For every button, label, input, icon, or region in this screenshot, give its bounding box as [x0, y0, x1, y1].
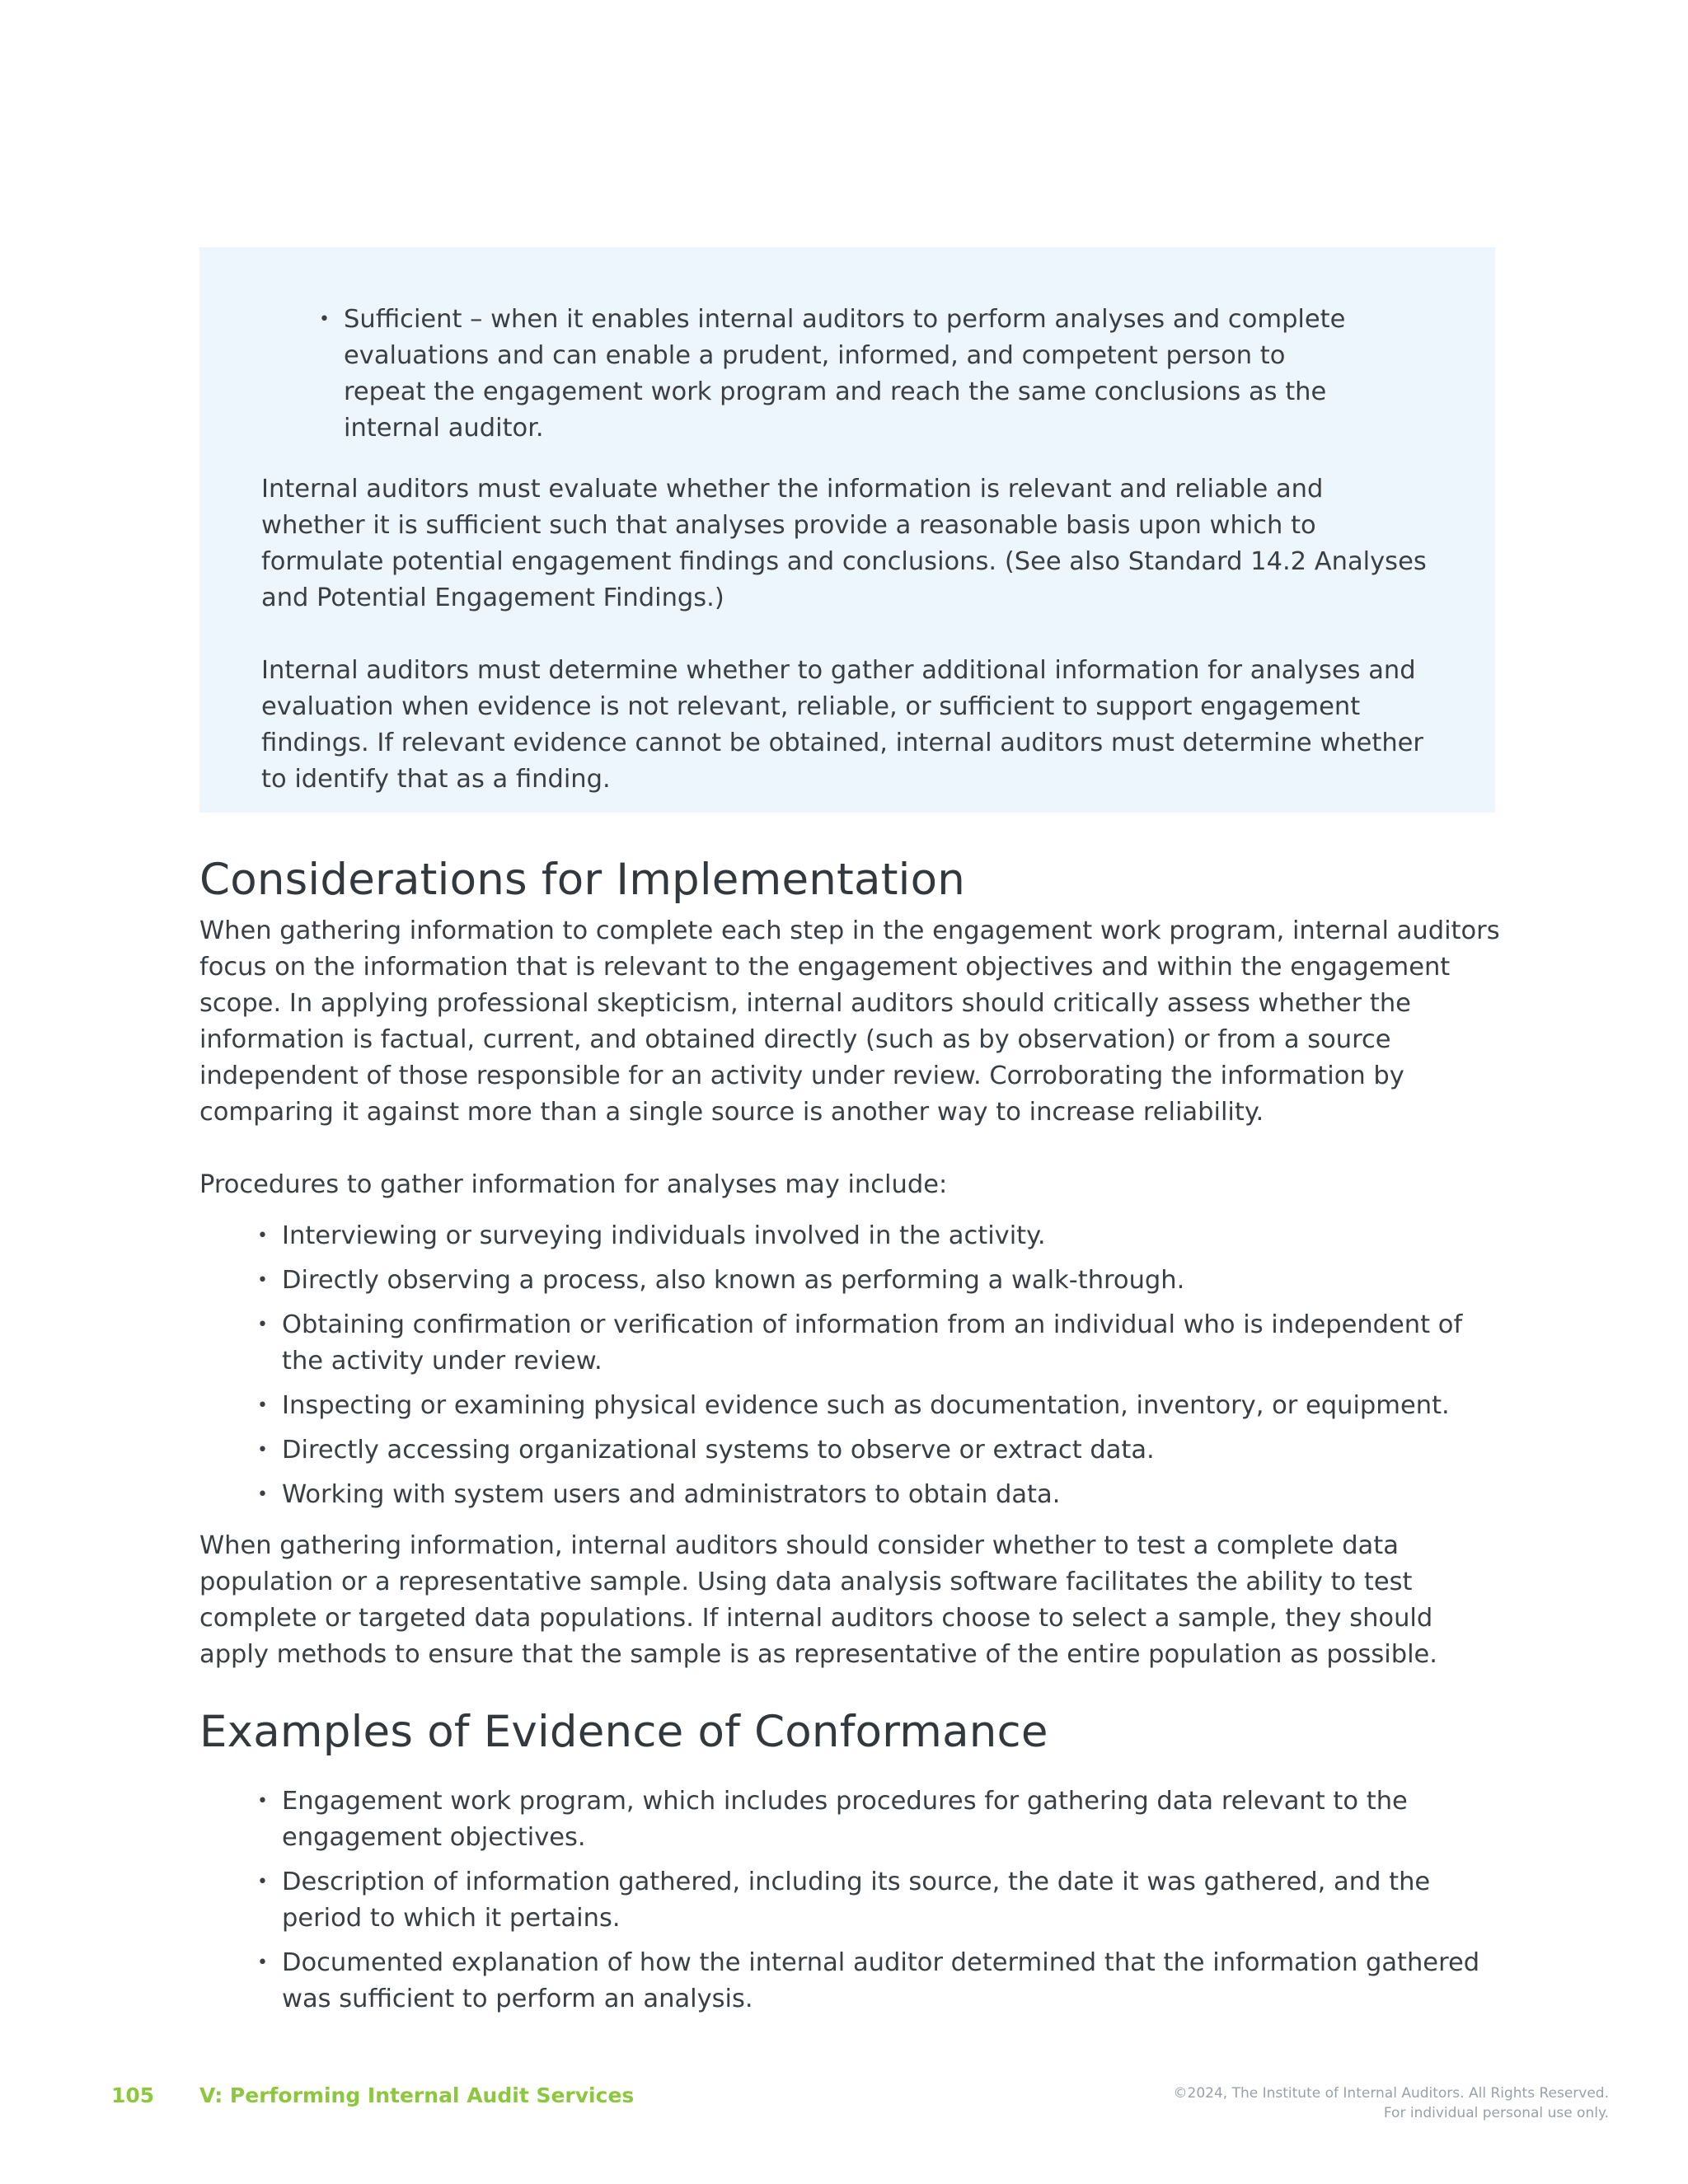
page-footer: [0, 2083, 1688, 2133]
list-item: [257, 1307, 1502, 1380]
bullet-icon: •: [257, 1315, 268, 1335]
example-text: Documented explanation of how the internal auditor determined that the information gathered was sufficient to perform an analysis.: [282, 1948, 1480, 2013]
examples-heading: Examples of Evidence of Conformance: [199, 1707, 1048, 1757]
procedure-text: Directly observing a process, also known as performing a walk-through.: [282, 1266, 1185, 1295]
considerations-heading: Considerations for Implementation: [199, 855, 966, 905]
page-number: 105: [111, 2083, 155, 2107]
list-item: [257, 1945, 1502, 2018]
usage-line: For individual personal use only.: [1383, 2105, 1609, 2121]
bullet-icon: •: [319, 309, 330, 330]
list-item: [257, 1864, 1502, 1937]
considerations-intro: When gathering information to complete each step in the engagement work program, internal auditors focus on the information that is relevant to the engagement objectives and within the engagement scope. In applying professional skepticism, internal auditors should critically assess whether the information is factual, current, and obtained directly (such as by observation) or from a source independent of those responsible for an activity under review. Corroborating the information by comparing it against more than a single source is another way to increase reliability.: [199, 916, 1500, 1127]
procedure-text: Directly accessing organizational systems to observe or extract data.: [282, 1436, 1155, 1465]
copyright-line: ©2024, The Institute of Internal Auditors. All Rights Reserved.: [1173, 2085, 1609, 2102]
list-item: [319, 302, 1349, 447]
list-item: [257, 1263, 1502, 1299]
bullet-icon: •: [257, 1395, 268, 1416]
list-item: [257, 1432, 1502, 1469]
callout-paragraph: Internal auditors must determine whether to gather additional information for analyses and evaluation when evidence is not relevant, reliable, or sufficient to support engagement findings. If relevant evidence cannot be obtained, internal auditors must determine whether to identify that as a finding.: [261, 656, 1423, 794]
bullet-icon: •: [257, 1226, 268, 1246]
callout-content: [261, 302, 1432, 798]
example-text: Description of information gathered, including its source, the date it was gathered, and the period to which it pertains.: [282, 1868, 1431, 1933]
main-content: [199, 854, 1502, 2026]
bullet-icon: •: [257, 1791, 268, 1811]
procedure-text: Working with system users and administrators to obtain data.: [282, 1480, 1061, 1509]
standard-callout-box: [199, 247, 1495, 813]
bullet-icon: •: [257, 1872, 268, 1892]
procedure-text: Inspecting or examining physical evidence such as documentation, inventory, or equipment.: [282, 1391, 1450, 1420]
example-text: Engagement work program, which includes procedures for gathering data relevant to the engagement objectives.: [282, 1787, 1408, 1852]
copyright-notice: [1174, 2083, 1609, 2123]
footer-section-title: V: Performing Internal Audit Services: [199, 2083, 635, 2107]
procedure-text: Obtaining confirmation or verification of information from an individual who is independent of the activity under review.: [282, 1310, 1463, 1376]
considerations-closing: When gathering information, internal auditors should consider whether to test a complete data population or a representative sample. Using data analysis software facilitates the ability to test complete or targeted data populations. If internal auditors choose to select a sample, they should apply methods to ensure that the sample is as representative of the entire population as possible.: [199, 1531, 1438, 1669]
callout-bullet-list: [319, 302, 1349, 447]
bullet-icon: •: [257, 1270, 268, 1291]
procedures-list: [257, 1218, 1502, 1513]
callout-paragraph: Internal auditors must evaluate whether the information is relevant and reliable and whether it is sufficient such that analyses provide a reasonable basis upon which to formulate potential engagement findings and conclusions. (See also Standard 14.2 Analyses and Potential Engagement Findings.): [261, 475, 1427, 612]
list-item: [257, 1218, 1502, 1254]
bullet-icon: •: [257, 1952, 268, 1973]
list-item: [257, 1783, 1502, 1856]
list-item: [257, 1388, 1502, 1424]
list-item: [257, 1477, 1502, 1513]
bullet-icon: •: [257, 1484, 268, 1505]
bullet-icon: •: [257, 1440, 268, 1460]
callout-bullet-text: Sufficient – when it enables internal auditors to perform analyses and complete evaluations and can enable a prudent, informed, and competent person to repeat the engagement work program and reach the same conclusions as the internal auditor.: [344, 305, 1346, 443]
examples-list: [257, 1783, 1502, 2018]
procedure-text: Interviewing or surveying individuals involved in the activity.: [282, 1221, 1046, 1250]
procedures-lead: Procedures to gather information for analyses may include:: [199, 1170, 948, 1199]
